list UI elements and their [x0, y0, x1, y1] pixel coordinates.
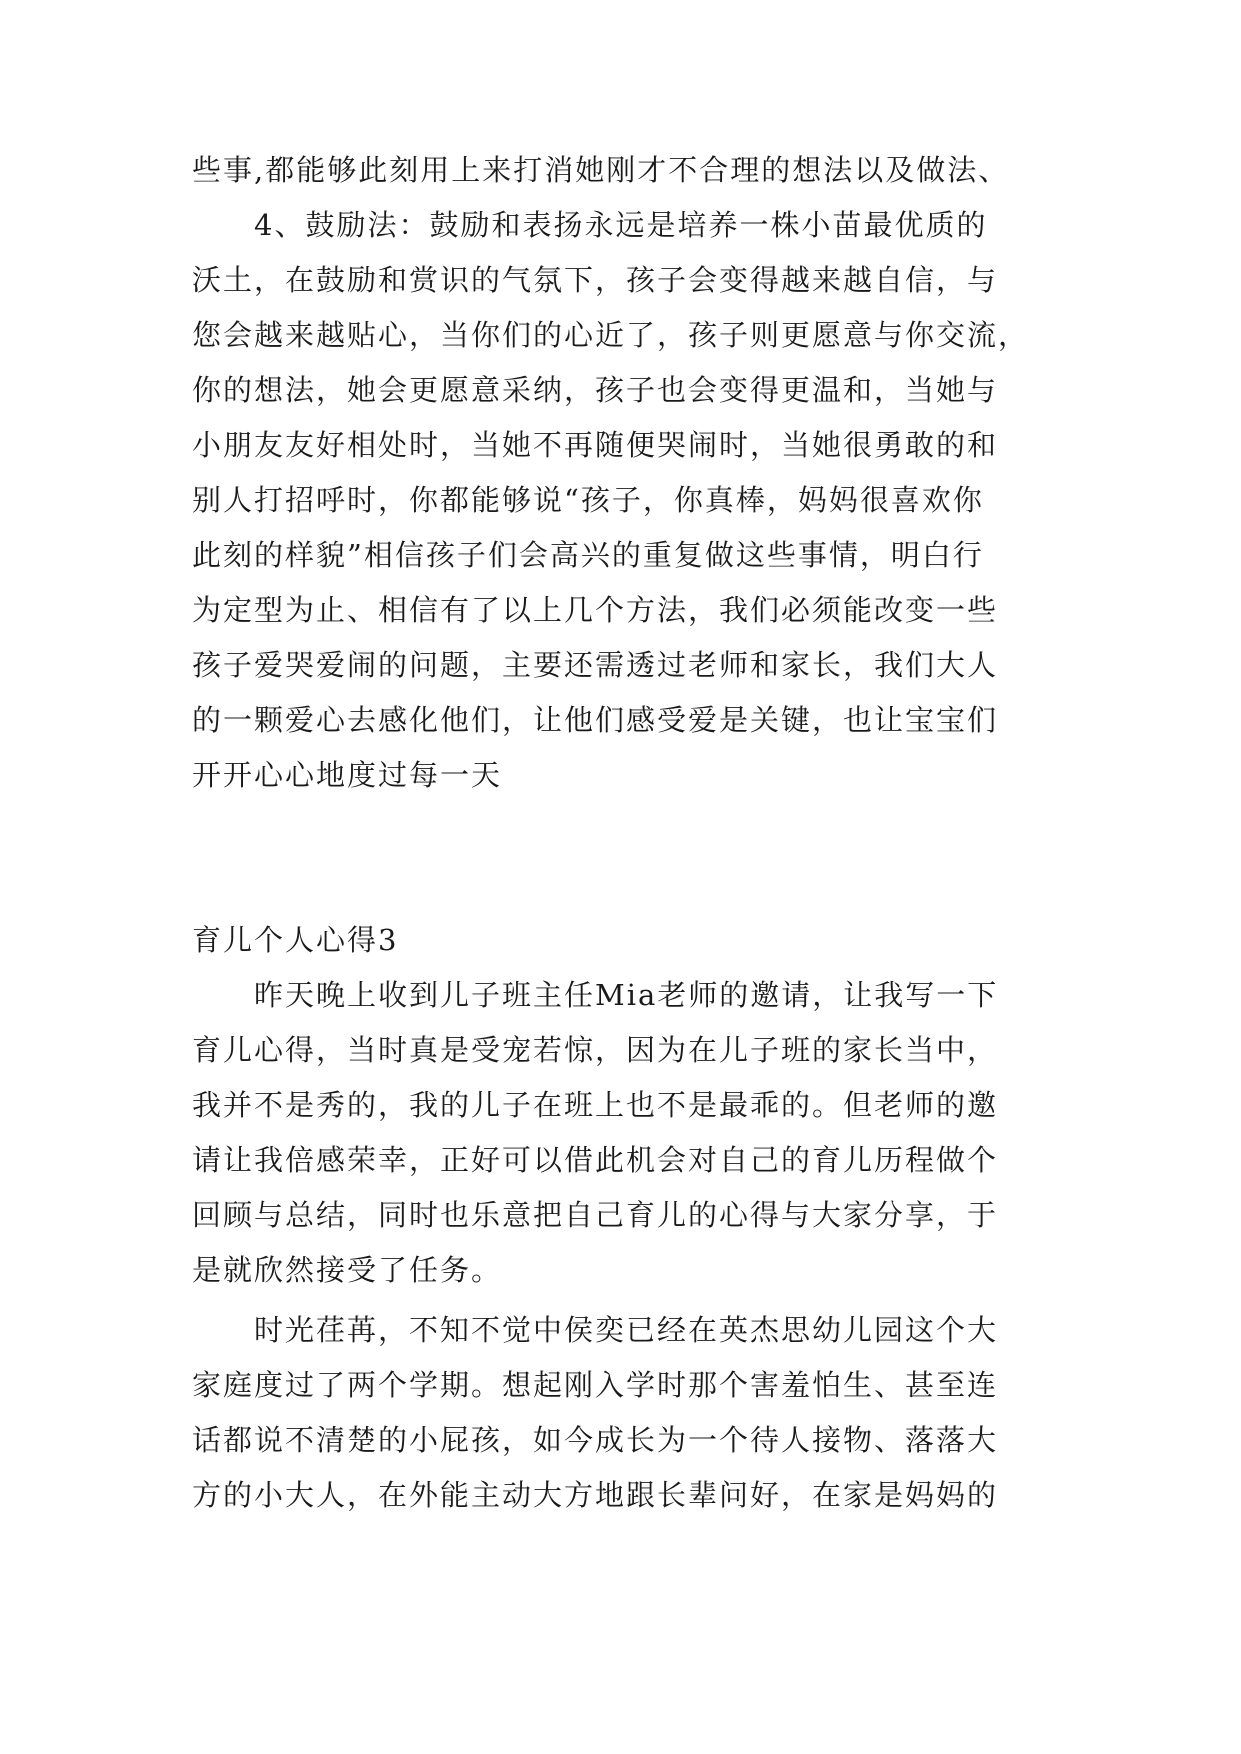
text-line: 孩子爱哭爱闹的问题，主要还需透过老师和家长，我们大人 [192, 648, 999, 682]
text-line: 话都说不清楚的小屁孩，如今成长为一个待人接物、落落大 [192, 1423, 999, 1457]
text-line: 回顾与总结，同时也乐意把自己育儿的心得与大家分享，于 [192, 1198, 999, 1232]
text-line: 些事,都能够此刻用上来打消她刚才不合理的想法以及做法、 [192, 153, 1010, 187]
text-line: 是就欣然接受了任务。 [192, 1253, 503, 1287]
text-line: 育儿心得，当时真是受宠若惊，因为在儿子班的家长当中， [192, 1033, 999, 1067]
text-line: 小朋友友好相处时，当她不再随便哭闹时，当她很勇敢的和 [192, 428, 999, 462]
paragraph-start: 昨天晚上收到儿子班主任Mia老师的邀请，让我写一下 [254, 978, 999, 1012]
text-line: 开开心心地度过每一天 [192, 758, 503, 792]
section-heading: 育儿个人心得3 [192, 923, 399, 957]
text-line: 为定型为止、相信有了以上几个方法，我们必须能改变一些 [192, 593, 999, 627]
text-line: 请让我倍感荣幸，正好可以借此机会对自己的育儿历程做个 [192, 1143, 999, 1177]
text-line: 的一颗爱心去感化他们，让他们感受爱是关键，也让宝宝们 [192, 703, 999, 737]
text-line: 我并不是秀的，我的儿子在班上也不是最乖的。但老师的邀 [192, 1088, 999, 1122]
text-line: 你的想法，她会更愿意采纳，孩子也会变得更温和，当她与 [192, 373, 999, 407]
text-line: 家庭度过了两个学期。想起刚入学时那个害羞怕生、甚至连 [192, 1368, 999, 1402]
text-line: 此刻的样貌”相信孩子们会高兴的重复做这些事情，明白行 [192, 538, 984, 572]
text-line: 沃土，在鼓励和赏识的气氛下，孩子会变得越来越自信，与 [192, 263, 999, 297]
paragraph-start: 4、鼓励法：鼓励和表扬永远是培养一株小苗最优质的 [254, 208, 988, 242]
text-line: 方的小大人，在外能主动大方地跟长辈问好，在家是妈妈的 [192, 1478, 999, 1512]
text-line: 别人打招呼时，你都能够说“孩子，你真棒，妈妈很喜欢你 [192, 483, 984, 517]
text-line: 您会越来越贴心，当你们的心近了，孩子则更愿意与你交流， [192, 318, 1030, 352]
paragraph-start: 时光荏苒，不知不觉中侯奕已经在英杰思幼儿园这个大 [254, 1313, 999, 1347]
